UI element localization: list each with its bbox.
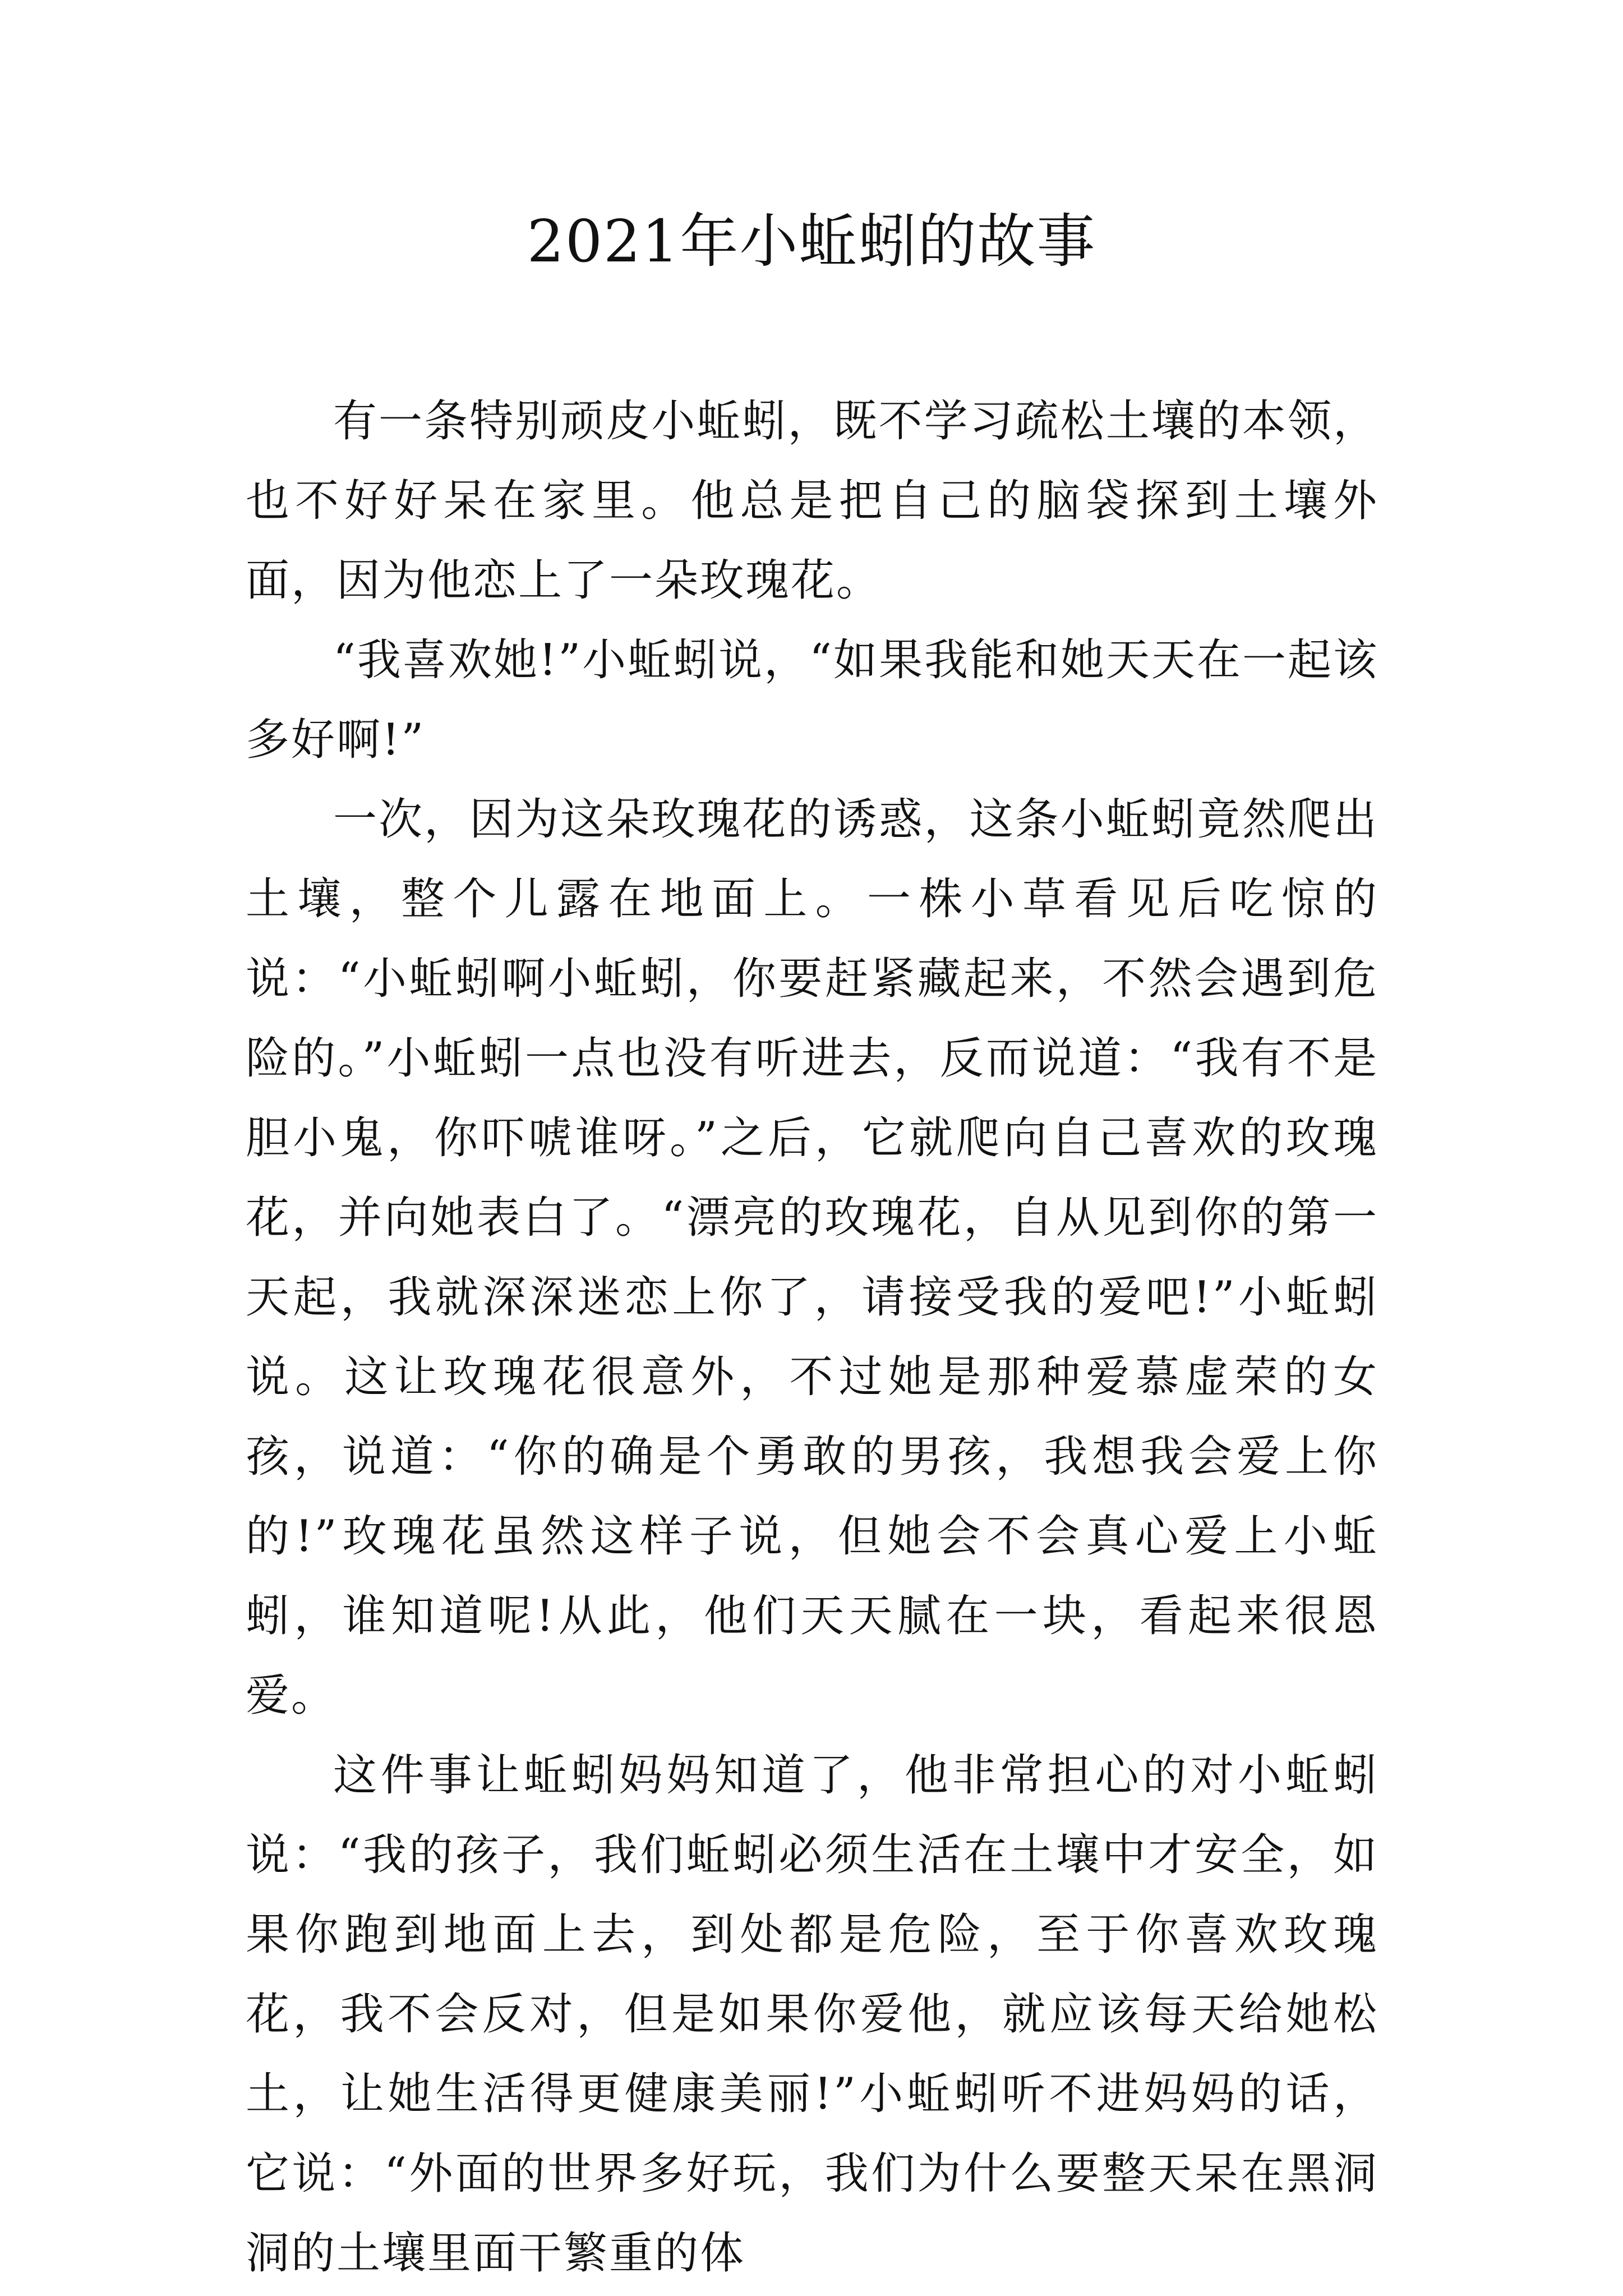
document-body bbox=[246, 381, 1378, 2293]
document-title: 2021年小蚯蚓的故事 bbox=[527, 207, 1096, 275]
paragraph-3: 一次，因为这朵玫瑰花的诱惑，这条小蚯蚓竟然爬出土壤，整个儿露在地面上。一株小草看见后吃惊的说：“小蚯蚓啊小蚯蚓，你要赶紧藏起来，不然会遇到危险的。”小蚯蚓一点也没有听进去，反而说道：“我有不是胆小鬼，你吓唬谁呀。”之后，它就爬向自己喜欢的玫瑰花，并向她表白了。“漂亮的玫瑰花，自从见到你的第一天起，我就深深迷恋上你了，请接受我的爱吧!”小蚯蚓说。这让玫瑰花很意外，不过她是那种爱慕虚荣的女孩，说道：“你的确是个勇敢的男孩，我想我会爱上你的!”玫瑰花虽然这样子说，但她会不会真心爱上小蚯蚓，谁知道呢!从此，他们天天腻在一块，看起来很恩爱。 bbox=[246, 794, 1378, 1721]
paragraph-1: 有一条特别顽皮小蚯蚓，既不学习疏松土壤的本领，也不好好呆在家里。他总是把自己的脑袋探到土壤外面，因为他恋上了一朵玫瑰花。 bbox=[246, 396, 1378, 606]
paragraph-2: “我喜欢她!”小蚯蚓说，“如果我能和她天天在一起该多好啊!” bbox=[246, 635, 1378, 765]
paragraph-4: 这件事让蚯蚓妈妈知道了，他非常担心的对小蚯蚓说：“我的孩子，我们蚯蚓必须生活在土壤中才安全，如果你跑到地面上去，到处都是危险，至于你喜欢玫瑰花，我不会反对，但是如果你爱他，就应该每天给她松土，让她生活得更健康美丽!”小蚯蚓听不进妈妈的话，它说：“外面的世界多好玩，我们为什么要整天呆在黑洞洞的土壤里面干繁重的体 bbox=[246, 1750, 1378, 2279]
